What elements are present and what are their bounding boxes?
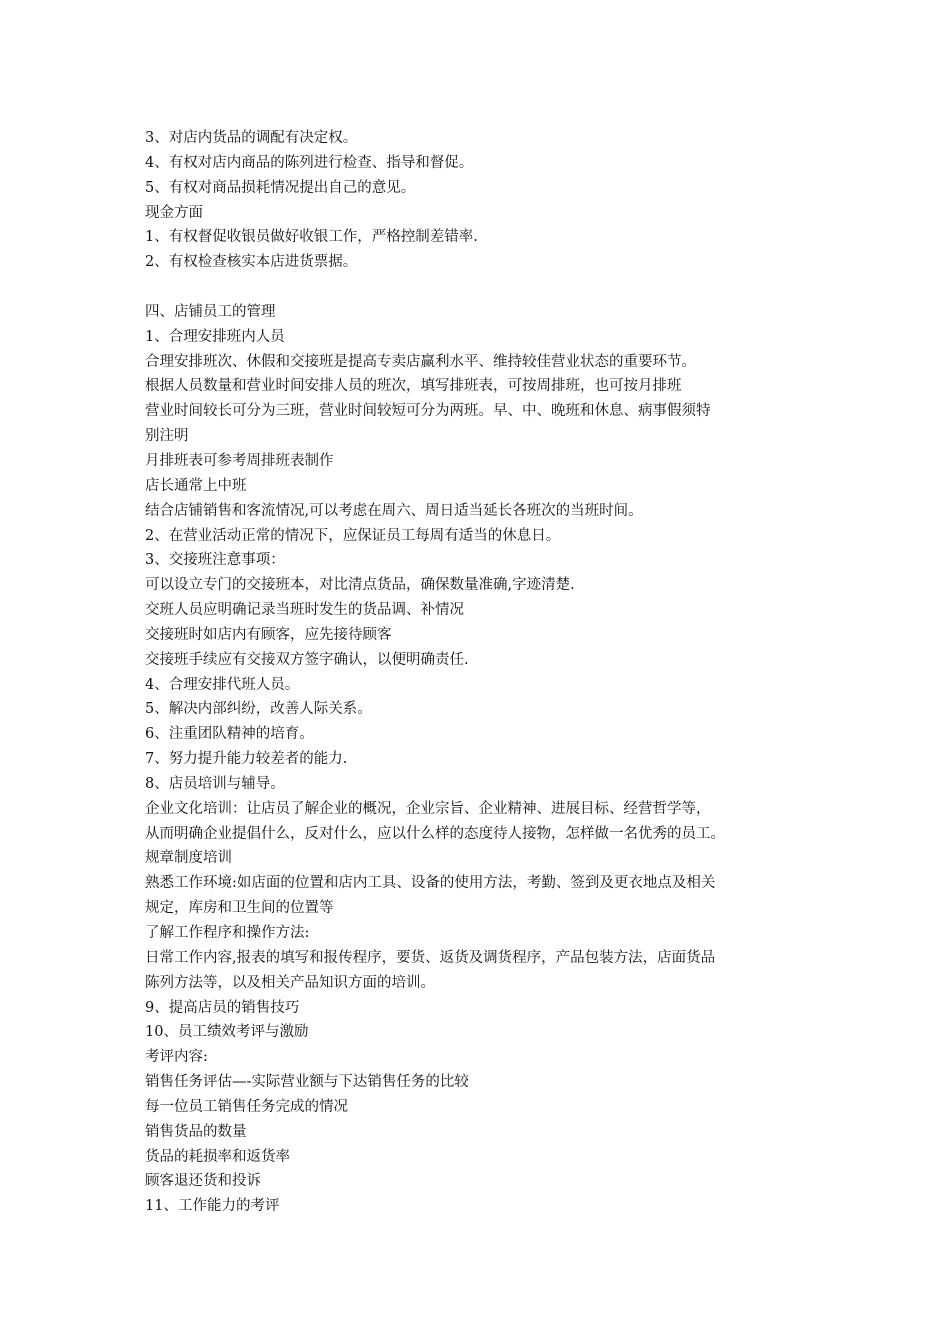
text-line: 可以设立专门的交接班本，对比清点货品，确保数量准确,字迹清楚. bbox=[145, 577, 575, 594]
text-line: 3、对店内货品的调配有决定权。 bbox=[145, 130, 358, 146]
text-line: 1、有权督促收银员做好收银工作，严格控制差错率. bbox=[145, 229, 478, 246]
text-line: 7、努力提升能力较差者的能力. bbox=[145, 751, 348, 768]
text-line: 销售任务评估—-实际营业额与下达销售任务的比较 bbox=[145, 1074, 469, 1091]
text-line: 日常工作内容,报表的填写和报传程序，要货、返货及调货程序，产品包装方法，店面货品 bbox=[145, 949, 716, 966]
text-line: 规定，库房和卫生间的位置等 bbox=[145, 900, 334, 917]
text-line: 店长通常上中班 bbox=[145, 477, 247, 494]
text-line: 3、交接班注意事项： bbox=[145, 552, 285, 569]
text-line: 9、提高店员的销售技巧 bbox=[145, 999, 300, 1016]
section-heading-staff-management: 四、店铺员工的管理 bbox=[145, 303, 276, 320]
text-line: 1、合理安排班内人员 bbox=[145, 328, 285, 345]
text-line: 4、有权对店内商品的陈列进行检查、指导和督促。 bbox=[145, 154, 474, 171]
text-line: 陈列方法等，以及相关产品知识方面的培训。 bbox=[145, 974, 435, 991]
text-line: 8、店员培训与辅导。 bbox=[145, 775, 285, 792]
document-body bbox=[145, 126, 815, 1219]
text-line: 了解工作程序和操作方法: bbox=[145, 925, 310, 941]
text-line: 顾客退还货和投诉 bbox=[145, 1173, 261, 1190]
text-line: 月排班表可参考周排班表制作 bbox=[145, 452, 334, 469]
text-line: 交班人员应明确记录当班时发生的货品调、补情况 bbox=[145, 602, 464, 619]
text-line: 货品的耗损率和返货率 bbox=[145, 1148, 290, 1165]
text-line: 从而明确企业提倡什么，反对什么，应以什么样的态度待人接物，怎样做一名优秀的员工。 bbox=[145, 825, 725, 842]
text-line: 10、员工绩效考评与激励 bbox=[145, 1024, 309, 1041]
text-line: 企业文化培训：让店员了解企业的概况，企业宗旨、企业精神、进展目标、经营哲学等， bbox=[145, 800, 711, 817]
text-line: 2、有权检查核实本店进货票据。 bbox=[145, 254, 358, 271]
section-heading-cash: 现金方面 bbox=[145, 204, 203, 221]
text-line: 交接班时如店内有顾客，应先接待顾客 bbox=[145, 626, 392, 643]
text-line: 规章制度培训 bbox=[145, 850, 232, 867]
text-line: 考评内容: bbox=[145, 1049, 208, 1066]
text-line: 营业时间较长可分为三班，营业时间较短可分为两班。早、中、晚班和休息、病事假须特 bbox=[145, 403, 711, 420]
text-line: 交接班手续应有交接双方签字确认，以便明确责任. bbox=[145, 651, 469, 668]
text-line: 别注明 bbox=[145, 428, 189, 445]
text-line: 销售货品的数量 bbox=[145, 1123, 247, 1140]
text-line: 合理安排班次、休假和交接班是提高专卖店赢利水平、维持较佳营业状态的重要环节。 bbox=[145, 353, 696, 370]
blank-line bbox=[145, 275, 815, 300]
text-line: 根据人员数量和营业时间安排人员的班次，填写排班表，可按周排班，也可按月排班 bbox=[145, 378, 682, 395]
text-line: 结合店铺销售和客流情况,可以考虑在周六、周日适当延长各班次的当班时间。 bbox=[145, 502, 643, 519]
text-line: 熟悉工作环境:如店面的位置和店内工具、设备的使用方法，考勤、签到及更衣地点及相关 bbox=[145, 875, 716, 892]
text-line: 5、有权对商品损耗情况提出自己的意见。 bbox=[145, 179, 416, 196]
text-line: 5、解决内部纠纷，改善人际关系。 bbox=[145, 701, 372, 718]
text-line: 11、工作能力的考评 bbox=[145, 1198, 280, 1215]
text-line: 4、合理安排代班人员。 bbox=[145, 676, 300, 693]
text-line: 每一位员工销售任务完成的情况 bbox=[145, 1098, 348, 1115]
text-line: 2、在营业活动正常的情况下，应保证员工每周有适当的休息日。 bbox=[145, 527, 561, 544]
text-line: 6、注重团队精神的培育。 bbox=[145, 726, 314, 743]
